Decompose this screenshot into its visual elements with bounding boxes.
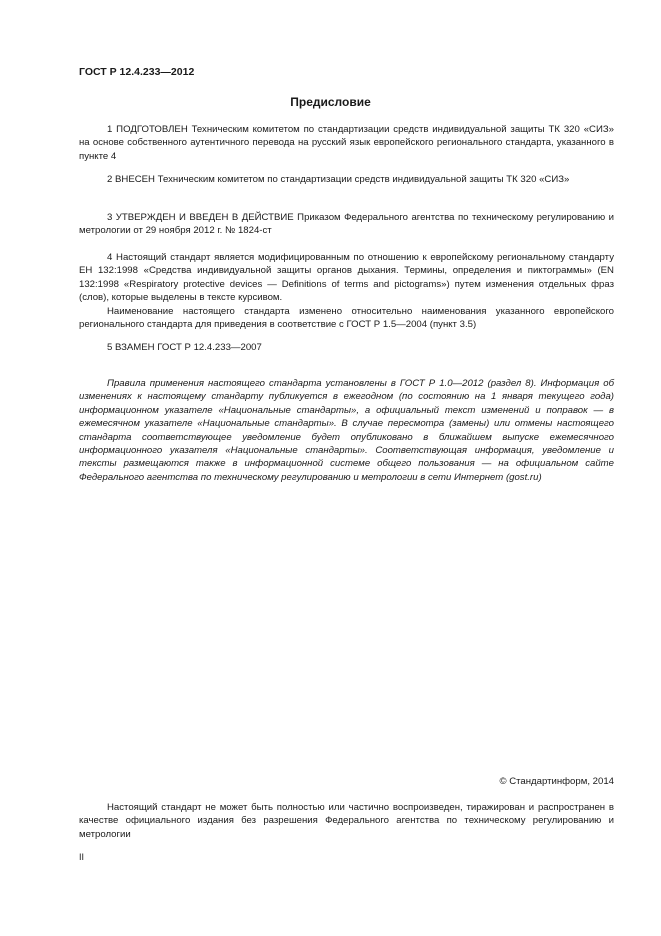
application-notice-text: Правила применения настоящего стандарта установлены в ГОСТ Р 1.0—2012 (раздел 8). Информация об изменениях к настоящему стандарту публикуется в ежегодном (по состоянию на 1 января текущего года) информационном указателе «Национальные стандарты», а официальный текст изменений и поправок — в ежемесячном указателе «Национальные стандарты». В случае пересмотра (замены) или отмены настоящего стандарта соответствующее уведомление будет опубликовано в ближайшем выпуске ежемесячного информационного указателя «Национальные стандарты». Соответствующая информация, уведомление и тексты размещаются также в информационной системе общего пользования — на официальном сайте Федерального агентства по техническому регулированию и метрологии в сети Интернет (gost.ru)	[79, 378, 614, 483]
item-1	[79, 123, 614, 163]
reproduction-notice-text: Настоящий стандарт не может быть полностью или частично воспроизведен, тиражирован и распространен в качестве официального издания без разрешения Федерального агентства по техническому регулированию и метрологии	[79, 802, 614, 840]
item-3-text: 3 УТВЕРЖДЕН И ВВЕДЕН В ДЕЙСТВИЕ Приказом Федерального агентства по техническому регулированию и метрологии от 29 ноября 2012 г. № 1824-ст	[79, 212, 614, 237]
application-notice	[79, 377, 614, 484]
item-3	[79, 211, 614, 238]
document-header: ГОСТ Р 12.4.233—2012	[79, 66, 195, 78]
page-number: II	[79, 852, 85, 862]
item-4	[79, 251, 614, 331]
page-title: Предисловие	[290, 95, 371, 109]
item-5	[79, 341, 614, 354]
item-4-note: Наименование настоящего стандарта изменено относительно наименования указанного европейского регионального стандарта для приведения в соответствие с ГОСТ Р 1.5—2004 (пункт 3.5)	[79, 305, 614, 331]
item-2	[79, 173, 614, 186]
item-1-text: 1 ПОДГОТОВЛЕН Техническим комитетом по стандартизации средств индивидуальной защиты ТК 320 «СИЗ» на основе собственного аутентичного перевода на русский язык европейского регионального стандарта, указанного в пункте 4	[79, 124, 614, 162]
reproduction-notice	[79, 801, 614, 841]
copyright: © Стандартинформ, 2014	[499, 776, 614, 787]
item-2-text: 2 ВНЕСЕН Техническим комитетом по стандартизации средств индивидуальной защиты ТК 320 «СИЗ»	[107, 174, 570, 185]
item-5-text: 5 ВЗАМЕН ГОСТ Р 12.4.233—2007	[107, 342, 262, 353]
item-4-text: 4 Настоящий стандарт является модифицированным по отношению к европейскому региональному стандарту ЕН 132:1998 «Средства индивидуальной защиты органов дыхания. Термины, определения и пиктограммы» (EN 132:1998 «Respiratory protective devices — Definitions of terms and pictograms») путем изменения отдельных фраз (слов), которые выделены в тексте курсивом.	[79, 252, 614, 304]
